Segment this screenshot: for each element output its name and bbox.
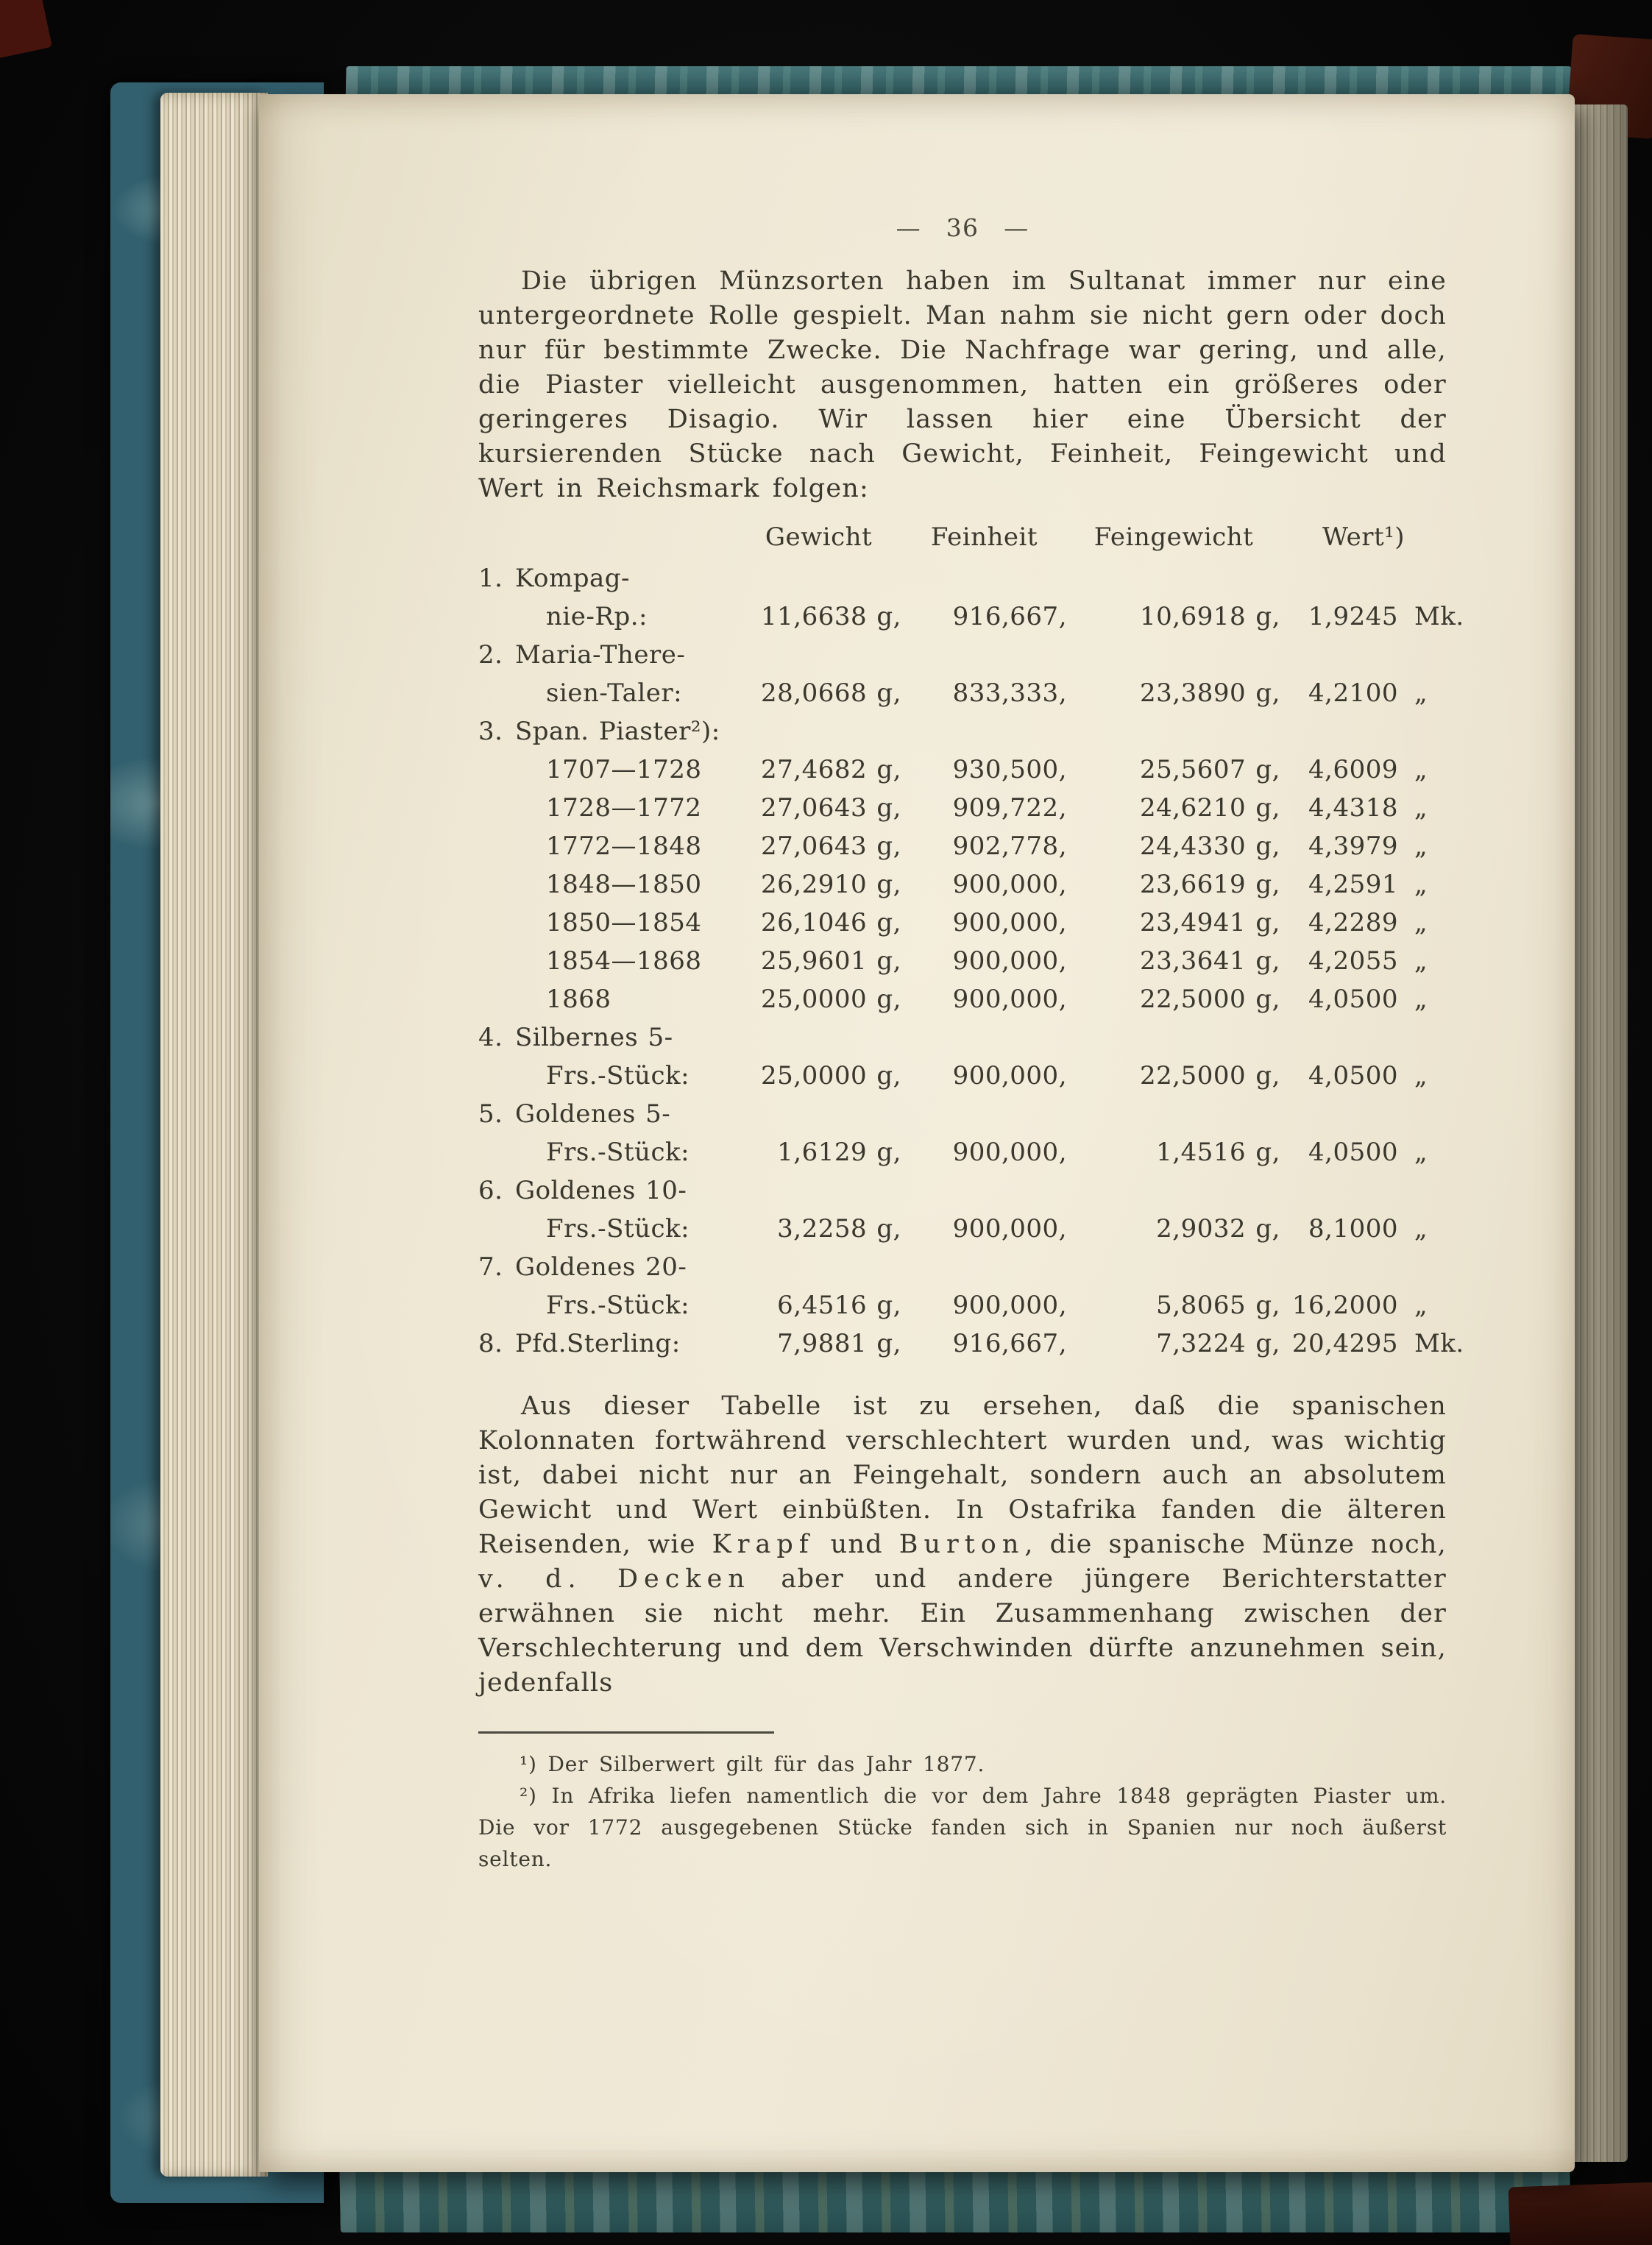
table-row [478,597,1464,636]
book-page [259,94,1575,2172]
row-number [478,1133,515,1171]
row-number [478,674,515,712]
printed-text-block [478,210,1464,1875]
feinheit-value [901,1095,1067,1133]
header-spacer-label [515,518,736,556]
unit-value [1398,1095,1447,1133]
coin-table-rows [478,559,1464,1363]
feingewicht-value: 2,9032 g, [1156,1214,1280,1244]
row-label: 1772—1848 [546,831,702,861]
wert-value: 4,2100 [1308,678,1398,708]
wert-value [1280,712,1398,751]
feingewicht-value: 23,6619 g, [1140,870,1280,899]
gewicht-value [736,1248,901,1286]
feingewicht-value: 7,3224 g, [1156,1329,1280,1358]
row-number [478,1210,515,1248]
row-number: 1. [478,564,503,593]
feingewicht-value: 23,3890 g, [1140,678,1280,708]
wert-value [1280,1248,1398,1286]
feingewicht-value: 22,5000 g, [1140,1061,1280,1090]
row-number [478,597,515,636]
row-number [478,904,515,942]
gewicht-value: 6,4516 g, [777,1291,901,1320]
unit-value: Mk. [1414,602,1464,631]
table-row [478,904,1447,942]
feinheit-value: 900,000, [952,946,1067,976]
page-number-value: 36 [946,213,979,242]
feingewicht-value [1067,1095,1280,1133]
footnote-separator-rule [478,1731,774,1734]
feinheit-value [901,1248,1067,1286]
page-number-dash-left: — [896,213,921,242]
row-label: Span. Piaster²): [515,717,720,746]
feinheit-value: 916,667, [952,602,1067,631]
wert-value: 4,0500 [1308,1138,1398,1167]
row-label: Frs.-Stück: [546,1291,690,1320]
feinheit-value: 909,722, [952,793,1067,823]
table-row [478,980,1447,1018]
row-label: Kompag- [515,564,630,593]
gewicht-value [736,712,901,751]
gewicht-value: 26,1046 g, [761,908,901,937]
row-label: sien-Taler: [546,678,683,708]
gewicht-value: 25,0000 g, [761,985,901,1014]
table-row [478,1057,1447,1095]
row-label: Silbernes 5- [515,1023,673,1052]
unit-value [1398,1018,1447,1057]
feingewicht-value: 25,5607 g, [1140,755,1280,784]
name-burton: Burton [898,1530,1025,1559]
book-bottom-page-edges [339,2168,1571,2232]
feinheit-value [901,1171,1067,1210]
feinheit-value: 900,000, [952,1214,1067,1244]
row-label: Frs.-Stück: [546,1061,690,1090]
page-stack-edges-left [160,93,268,2177]
unit-value [1398,1171,1447,1210]
row-number [478,827,515,865]
table-row [478,1095,1447,1133]
table-row [478,942,1447,980]
wert-value: 4,0500 [1308,985,1398,1014]
unit-value: „ [1414,1061,1428,1090]
row-label: Goldenes 10- [515,1176,687,1205]
row-number [478,865,515,904]
wert-value: 4,2591 [1308,870,1398,899]
wert-value [1280,1018,1398,1057]
gewicht-value: 1,6129 g, [777,1138,901,1167]
analysis-paragraph [478,1389,1447,1700]
footnote-1: ¹) Der Silberwert gilt für das Jahr 1877. [520,1752,985,1776]
row-label: 1848—1850 [546,870,702,899]
table-row [478,1133,1447,1171]
gewicht-value: 11,6638 g, [761,602,901,631]
feinheit-value: 902,778, [952,831,1067,861]
coin-table-header [478,518,1447,556]
header-feinheit: Feinheit [930,522,1038,552]
table-row [478,865,1447,904]
unit-value: „ [1414,831,1428,861]
row-number [478,980,515,1018]
unit-value: „ [1414,793,1428,823]
row-number: 5. [478,1099,503,1129]
wert-value: 4,2289 [1308,908,1398,937]
wert-value: 1,9245 [1308,602,1398,631]
row-label: Frs.-Stück: [546,1138,690,1167]
row-number [478,942,515,980]
feingewicht-value [1067,559,1280,597]
unit-value: „ [1414,755,1428,784]
row-label: Goldenes 20- [515,1252,687,1282]
row-number [478,1057,515,1095]
gewicht-value: 28,0668 g, [761,678,901,708]
wert-value [1280,1095,1398,1133]
feingewicht-value: 24,6210 g, [1140,793,1280,823]
wert-value: 4,4318 [1308,793,1398,823]
feinheit-value: 900,000, [952,1061,1067,1090]
wert-value: 16,2000 [1291,1291,1398,1320]
gewicht-value: 27,0643 g, [761,793,901,823]
feinheit-value: 900,000, [952,908,1067,937]
wert-value: 4,2055 [1308,946,1398,976]
unit-value [1398,636,1447,674]
feingewicht-value [1067,1018,1280,1057]
gewicht-value: 25,9601 g, [761,946,901,976]
feingewicht-value: 23,3641 g, [1140,946,1280,976]
wert-value [1280,559,1398,597]
page-number-dash-right: — [1004,213,1029,242]
feingewicht-value: 1,4516 g, [1156,1138,1280,1167]
row-number: 3. [478,717,503,746]
unit-value [1398,559,1447,597]
unit-value: „ [1414,946,1428,976]
wert-value [1280,1171,1398,1210]
gewicht-value [736,636,901,674]
row-label: Frs.-Stück: [546,1214,690,1244]
header-feingewicht: Feingewicht [1093,522,1254,552]
analysis-text-d: aber und andere jüngere Berichterstatter erwähnen sie nicht mehr. Ein Zusammenhang zwischen der Verschlechterung und dem Verschwinden dürfte anzunehmen sein, jedenfalls [478,1564,1447,1698]
table-row [478,751,1447,789]
row-label: 1707—1728 [546,755,702,784]
unit-value: „ [1414,908,1428,937]
table-row [478,1210,1447,1248]
row-label: 1850—1854 [546,908,702,937]
feingewicht-value: 10,6918 g, [1140,602,1280,631]
gewicht-value [736,559,901,597]
analysis-text-b: und [814,1530,899,1559]
row-label: nie-Rp.: [546,602,648,631]
row-number: 7. [478,1252,503,1282]
feingewicht-value: 24,4330 g, [1140,831,1280,861]
feingewicht-value: 23,4941 g, [1140,908,1280,937]
gewicht-value: 25,0000 g, [761,1061,901,1090]
table-row [478,1018,1447,1057]
wert-value: 4,6009 [1308,755,1398,784]
row-number: 8. [478,1329,503,1358]
feinheit-value: 916,667, [952,1329,1067,1358]
row-label: 1868 [546,985,611,1014]
table-row [478,674,1447,712]
wert-value: 20,4295 [1291,1329,1398,1358]
table-row [478,789,1447,827]
header-spacer-num [478,518,515,556]
feinheit-value: 900,000, [952,985,1067,1014]
analysis-text-c: , die spanische Münze noch, [1024,1530,1447,1559]
analysis-text-a: Aus dieser Tabelle ist zu ersehen, daß die spanischen Kolonnaten fortwährend verschlechtert wurden und, was wichtig ist, dabei nicht nur an Feingehalt, sondern auch an absolutem Gewicht und Wert einbüßten. In Ostafrika fanden die älteren Reisenden, wie [478,1391,1447,1559]
feinheit-value: 900,000, [952,1291,1067,1320]
row-label: Pfd.Sterling: [515,1329,681,1358]
row-number: 4. [478,1023,503,1052]
gewicht-value: 27,0643 g, [761,831,901,861]
intro-paragraph: Die übrigen Münzsorten haben im Sultanat immer nur eine untergeordnete Rolle gespielt. Man nahm sie nicht gern oder doch nur für bestimmte Zwecke. Die Nachfrage war gering, und alle, die Piaster vielleicht ausgenommen, hatten ein größeres oder geringeres Disagio. Wir lassen hier eine Übersicht der kursierenden Stücke nach Gewicht, Feinheit, Feingewicht und Wert in Reichsmark folgen: [478,266,1447,503]
name-von-der-decken: v. d. Decken [478,1564,751,1594]
feinheit-value [901,1018,1067,1057]
feingewicht-value [1067,636,1280,674]
wert-value [1280,636,1398,674]
gewicht-value: 3,2258 g, [777,1214,901,1244]
gewicht-value [736,1018,901,1057]
table-row [478,1324,1464,1363]
feinheit-value [901,559,1067,597]
coin-table [478,518,1464,1363]
table-row [478,827,1447,865]
gewicht-value: 27,4682 g, [761,755,901,784]
table-row [478,559,1447,597]
wert-value: 8,1000 [1308,1214,1398,1244]
unit-value: „ [1414,1138,1428,1167]
gewicht-value: 26,2910 g, [761,870,901,899]
feinheit-value: 900,000, [952,1138,1067,1167]
unit-value: Mk. [1414,1329,1464,1358]
feinheit-value: 930,500, [952,755,1067,784]
gewicht-value [736,1095,901,1133]
feinheit-value: 833,333, [952,678,1067,708]
footnote-2: ²) In Afrika liefen namentlich die vor dem Jahre 1848 geprägten Piaster um. Die vor 1772 ausgegebenen Stücke fanden sich in Spanien nur noch äußerst selten. [478,1784,1447,1871]
table-row [478,1248,1447,1286]
feingewicht-value: 5,8065 g, [1156,1291,1280,1320]
table-row [478,1171,1447,1210]
row-label: Goldenes 5- [515,1099,671,1129]
red-cover-corner-top-left [0,0,52,59]
unit-value: „ [1414,678,1428,708]
feingewicht-value: 22,5000 g, [1140,985,1280,1014]
name-krapf: Krapf [712,1530,815,1559]
feinheit-value: 900,000, [952,870,1067,899]
row-number: 6. [478,1176,503,1205]
feingewicht-value [1067,1171,1280,1210]
row-label: Maria-There- [515,640,686,670]
unit-value: „ [1414,870,1428,899]
row-number [478,789,515,827]
unit-value: „ [1414,1214,1428,1244]
page-number [478,210,1447,245]
wert-value: 4,3979 [1308,831,1398,861]
wert-value: 4,0500 [1308,1061,1398,1090]
row-label: 1854—1868 [546,946,702,976]
feingewicht-value [1067,712,1280,751]
row-number [478,751,515,789]
row-number [478,1286,515,1324]
row-label: 1728—1772 [546,793,702,823]
gewicht-value: 7,9881 g, [777,1329,901,1358]
feinheit-value [901,636,1067,674]
unit-value [1398,1248,1447,1286]
gewicht-value [736,1171,901,1210]
table-row [478,712,1447,751]
feinheit-value [901,712,1067,751]
maroon-cover-bottom-right [1509,2182,1652,2245]
header-wert: Wert¹) [1322,522,1405,552]
row-number: 2. [478,640,503,670]
table-row [478,636,1447,674]
header-gewicht: Gewicht [765,522,873,552]
unit-value [1398,712,1447,751]
unit-value: „ [1414,1291,1428,1320]
feingewicht-value [1067,1248,1280,1286]
unit-value: „ [1414,985,1428,1014]
table-row [478,1286,1447,1324]
